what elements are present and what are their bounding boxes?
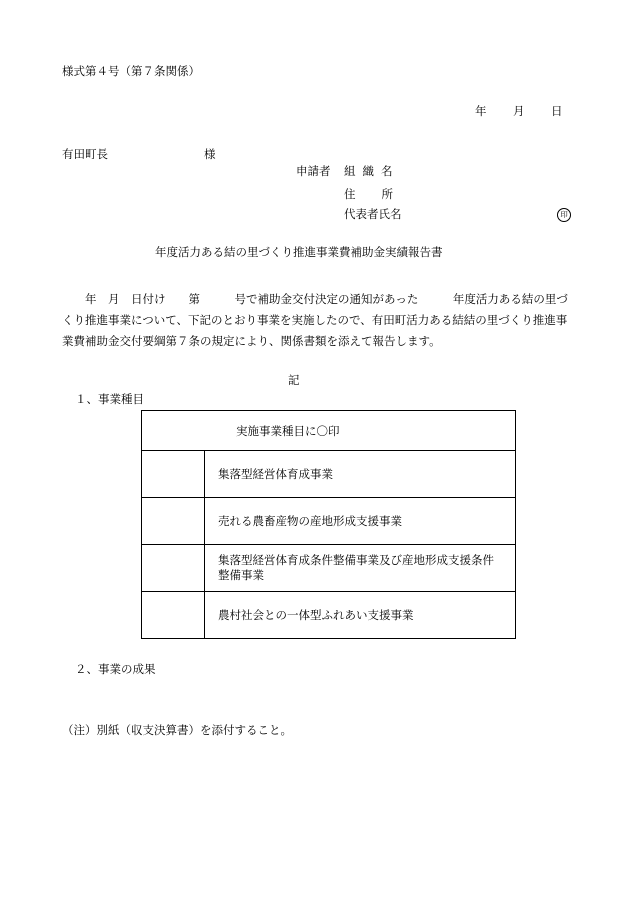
table-row bbox=[142, 498, 516, 545]
table-row bbox=[142, 451, 516, 498]
body-line-3: 業費補助金交付要綱第７条の規定により、関係書類を添えて報告します。 bbox=[62, 334, 441, 348]
table-row bbox=[142, 545, 516, 592]
organization-label: 組織名 bbox=[344, 164, 400, 178]
mark-cell[interactable] bbox=[142, 592, 205, 639]
body-text bbox=[62, 289, 588, 352]
table-header-row bbox=[142, 411, 516, 451]
applicant-label: 申請者 bbox=[296, 164, 331, 178]
table-row bbox=[142, 592, 516, 639]
mark-cell[interactable] bbox=[142, 451, 205, 498]
address-label: 住所 bbox=[344, 187, 419, 201]
section-1-heading: １、事業種目 bbox=[75, 392, 144, 406]
project-type-label: 集落型経営体育成事業 bbox=[205, 451, 516, 498]
body-line-1: 年 月 日付け 第 号で補助金交付決定の通知があった 年度活力ある結の里づ bbox=[62, 292, 568, 306]
date-line bbox=[475, 106, 563, 118]
seal-mark: 印 bbox=[557, 208, 571, 222]
project-type-label: 売れる農畜産物の産地形成支援事業 bbox=[205, 498, 516, 545]
form-number: 様式第４号（第７条関係） bbox=[62, 64, 200, 78]
section-2-heading: ２、事業の成果 bbox=[75, 662, 156, 676]
addressee-honorific: 様 bbox=[204, 147, 216, 161]
addressee-name: 有田町長 bbox=[62, 147, 108, 161]
project-type-label: 集落型経営体育成条件整備事業及び産地形成支援条件整備事業 bbox=[205, 545, 516, 592]
date-day: 日 bbox=[551, 104, 563, 118]
project-type-label: 農村社会との一体型ふれあい支援事業 bbox=[205, 592, 516, 639]
representative-label: 代表者氏名 bbox=[344, 207, 402, 221]
ki-heading: 記 bbox=[288, 373, 300, 387]
attachment-note: （注）別紙（収支決算書）を添付すること。 bbox=[62, 723, 292, 737]
body-line-2: くり推進事業について、下記のとおり事業を実施したので、有田町活力ある結結の里づくり推進事 bbox=[62, 313, 568, 327]
mark-cell[interactable] bbox=[142, 545, 205, 592]
table-header: 実施事業種目に〇印 bbox=[142, 411, 516, 451]
document-title: 年度活力ある結の里づくり推進事業費補助金実績報告書 bbox=[155, 245, 443, 259]
date-year: 年 bbox=[475, 104, 487, 118]
project-type-table bbox=[141, 410, 516, 639]
date-month: 月 bbox=[513, 104, 525, 118]
addressee bbox=[62, 147, 216, 161]
mark-cell[interactable] bbox=[142, 498, 205, 545]
